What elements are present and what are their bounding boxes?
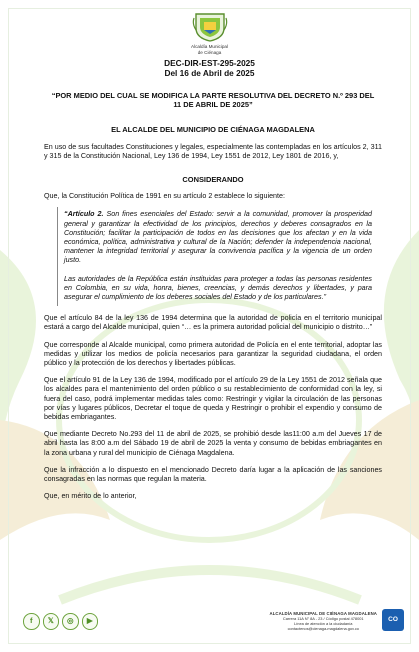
quote-paragraph-2: Las autoridades de la República están instituidas para proteger a todas las personas residentes en Colombia, en su vida, honra, bienes, creencias, y demás derechos y libertades, y para asegurar el cumplimiento de los deberes sociales del Estado y de los particulares.” bbox=[64, 274, 372, 302]
municipal-seal-icon bbox=[192, 10, 228, 43]
footer-address: Carrera 11A N° 8A - 23 / Código postal 478001 bbox=[282, 616, 364, 621]
quoted-article bbox=[57, 207, 378, 306]
paragraph-decreto: Que mediante Decreto No.293 del 11 de abril de 2025, se prohibió desde las11:00 a.m del Jueves 17 de abril hasta las 8:00 a.m del Sábado 19 de abril de 2025 la venta y consumo de bebidas embriagantes en la zona urbana y rural del municipio de Ciénaga Magdalena. bbox=[44, 430, 382, 457]
youtube-icon[interactable]: ▶ bbox=[82, 613, 99, 630]
facebook-icon[interactable]: f bbox=[23, 613, 40, 630]
instagram-icon[interactable]: ◎ bbox=[62, 613, 79, 630]
quote-article-label: “Artículo 2. bbox=[64, 210, 104, 219]
document-footer bbox=[0, 604, 419, 652]
paragraph-facultades: En uso de sus facultades Constituciones y legales, especialmente las contempladas en los artículos 2, 311 y 315 de la Constitución Nacional, Ley 136 de 1994, Ley 1551 de 2012, Ley 1801 de 2016, y, bbox=[44, 142, 382, 160]
paragraph-art84: Que el artículo 84 de la ley 136 de 1994 determina que la autoridad de policía en el territorio municipal estará a cargo del Alcalde municipal, quien “… es la primera autoridad policial del municipio o distrito…” bbox=[44, 314, 382, 332]
footer-contact-info bbox=[270, 611, 378, 631]
document-header bbox=[0, 10, 419, 78]
decree-title: “POR MEDIO DEL CUAL SE MODIFICA LA PARTE RESOLUTIVA DEL DECRETO N.º 293 DEL 11 DE ABRIL DE 2025” bbox=[51, 91, 375, 110]
considerando-heading: CONSIDERANDO bbox=[182, 175, 244, 185]
quote-paragraph-1 bbox=[64, 210, 372, 265]
paragraph-alcalde: Que corresponde al Alcalde municipal, como primera autoridad de Policía en el ente territorial, adoptar las medidas y utilizar los medios de policía necesarios para garantizar la seguridad ciudadana, el orden público y la protección de los derechos y libertades públicas. bbox=[44, 340, 382, 368]
paragraph-constitucion: Que, la Constitución Política de 1991 en su artículo 2 establece lo siguiente: bbox=[44, 192, 285, 201]
footer-service-line: Línea de atención a la ciudadanía bbox=[294, 621, 353, 626]
municipality-line-2: de Ciénaga bbox=[197, 49, 222, 55]
municipality-line-1: Alcaldía Municipal bbox=[190, 44, 229, 49]
municipality-name bbox=[0, 44, 419, 55]
document-body bbox=[44, 91, 382, 502]
paragraph-infraccion: Que la infracción a lo dispuesto en el mencionado Decreto daría lugar a la aplicación de las sanciones consagradas en las normas que regulan la materia. bbox=[44, 465, 382, 484]
social-links bbox=[23, 613, 98, 630]
twitter-icon[interactable]: 𝕏 bbox=[43, 613, 60, 630]
issuer-heading: EL ALCALDE DEL MUNICIPIO DE CIÉNAGA MAGDALENA bbox=[111, 125, 315, 135]
paragraph-art91: Que el artículo 91 de la Ley 136 de 1994, modificado por el artículo 29 de la Ley 1551 de 2012 señala que los alcaldes para el mantenimiento del orden público o su restablecimiento de conformidad con la ley, si fuera del caso, podrá implementar medidas tales como: Restringir y vigilar la circulación de las personas por vías y lugares públicos, Decretar el toque de queda y Restringir o prohibir el expendio y consumo de bebidas embriagantes. bbox=[44, 376, 382, 422]
decree-date: Del 16 de Abril de 2025 bbox=[164, 68, 255, 78]
decree-number: DEC-DIR-EST-295-2025 bbox=[164, 58, 255, 68]
quote-text-1: Son fines esenciales del Estado: servir a la comunidad, promover la prosperidad general y garantizar la efectividad de los principios, derechos y deberes consagrados en la Constitución; facilitar la participación de todos en las decisiones que los afectan y en la vida económica, política, administrativa y cultural de la Nación; defender la independencia nacional, mantener la integridad territorial y asegurar la convivencia pacífica y la vigencia de un orden justo. bbox=[64, 210, 372, 265]
footer-email[interactable]: contactenos@cienaga-magdalena.gov.co bbox=[287, 626, 359, 631]
co-logo-icon: CO bbox=[382, 609, 404, 631]
paragraph-merito: Que, en mérito de lo anterior, bbox=[44, 492, 137, 501]
footer-org-name: ALCALDÍA MUNICIPAL DE CIÉNAGA MAGDALENA bbox=[269, 611, 377, 616]
